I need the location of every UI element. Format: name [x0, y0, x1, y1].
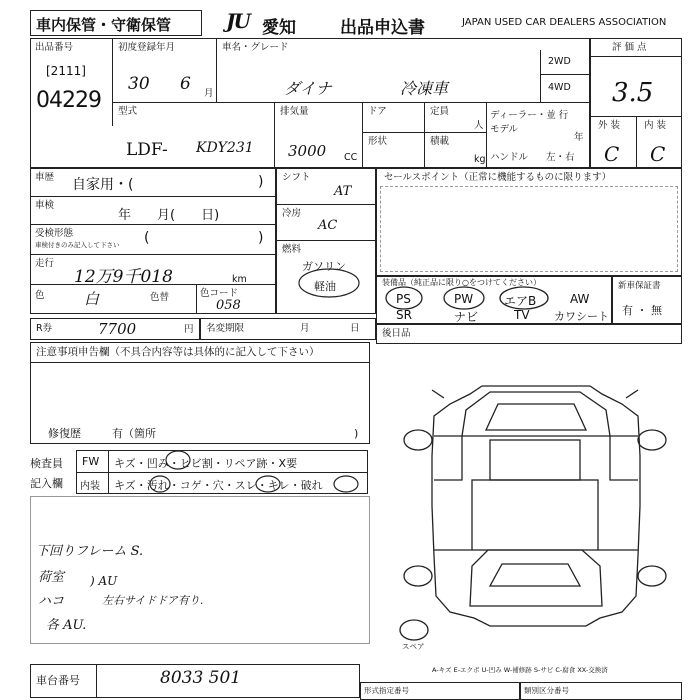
displacement-unit: CC	[344, 152, 358, 163]
interior-grade: C	[650, 142, 666, 166]
rating-score: 3.5	[612, 78, 654, 108]
warranty-opts: 有 ・ 無	[622, 304, 662, 317]
load-unit: kg	[474, 154, 486, 165]
name-change-label: 名変期限	[206, 323, 245, 334]
branch-name: 愛知	[262, 18, 296, 38]
mileage-value: 12万9千018	[74, 267, 173, 287]
ac-value: AC	[318, 218, 338, 233]
form-open: (	[144, 230, 150, 246]
car-diagram	[390, 376, 680, 656]
inspection-label: 車検	[35, 200, 55, 211]
vehicle-grade: 冷凍車	[400, 79, 449, 98]
association-name: JAPAN USED CAR DEALERS ASSOCIATION	[462, 17, 667, 28]
equipment-airbag: エアB	[504, 294, 537, 308]
load-label: 積載	[430, 136, 450, 147]
exterior-grade: C	[604, 142, 620, 166]
note-line-6: 各 AU.	[46, 618, 87, 633]
exterior-label: 外 装	[598, 120, 621, 131]
name-change-day: 日	[350, 323, 360, 334]
notes-label: 注意事項申告欄（不具合内容等は具体的に記入して下さい）	[36, 346, 320, 358]
vehicle-name-label: 車名・グレード	[222, 42, 289, 53]
model-year-unit: 年	[574, 132, 584, 143]
later-date-label: 後日品	[382, 328, 411, 339]
steering-opts: 左・右	[546, 152, 575, 163]
r-ken-value: 7700	[98, 320, 137, 338]
door-label: ドア	[368, 106, 387, 117]
sales-point-area	[380, 186, 678, 272]
drive-2wd: 2WD	[548, 56, 571, 67]
r-ken-label: R券	[36, 323, 53, 334]
registration-month-unit: 月	[204, 88, 214, 99]
equipment-navi: ナビ	[454, 310, 479, 324]
equipment-aw: AW	[570, 292, 590, 306]
history-value: 自家用・(	[72, 177, 134, 193]
drive-4wd: 4WD	[548, 82, 571, 93]
mileage-unit: km	[232, 274, 247, 285]
chassis-label: 車台番号	[36, 674, 80, 687]
registration-label: 初度登録年月	[118, 42, 176, 53]
chassis-number: 8033 501	[160, 668, 242, 688]
model-year-label: モデル	[490, 124, 519, 135]
inspector-int: 内装	[80, 481, 100, 492]
fuel-option-gasoline: ガソリン	[302, 260, 346, 273]
sales-point-label: セールスポイント（正常に機能するものに限ります）	[384, 172, 612, 183]
storage-label: 車内保管・守衛保管	[36, 16, 172, 34]
inspector-marks	[108, 448, 368, 496]
equipment-pw: PW	[454, 292, 474, 306]
inspector-int-items: キズ・汚れ・コゲ・穴・スレ・キレ・破れ	[114, 479, 323, 492]
equipment-sr: SR	[396, 308, 412, 322]
class-number-label: 類別区分番号	[524, 686, 569, 695]
model-label: 型式	[118, 106, 138, 117]
fuel-option-diesel: 軽油	[314, 280, 336, 293]
fuel-circle	[294, 266, 364, 300]
equipment-ps: PS	[396, 292, 411, 306]
note-line-5: 左右サイドドア有り.	[102, 594, 204, 607]
note-line-2: 荷室	[38, 570, 65, 585]
spare-label: スペア	[402, 642, 425, 651]
equipment-tv: TV	[514, 308, 530, 322]
mileage-label: 走行	[35, 258, 55, 269]
ac-label: 冷房	[282, 208, 302, 219]
displacement-value: 3000	[288, 142, 327, 160]
steering-label: ハンドル	[490, 152, 529, 163]
name-change-month: 月	[300, 323, 310, 334]
model-code: KDY231	[196, 140, 254, 156]
history-label: 車歴	[35, 172, 55, 183]
note-line-3: ハコ	[38, 594, 65, 609]
rating-label: 評 価 点	[612, 42, 647, 53]
inspector-fw: FW	[82, 455, 100, 468]
dealer-label: ディーラー・並 行	[490, 110, 569, 121]
registration-month: 6	[180, 74, 191, 94]
color-label: 色	[35, 290, 45, 301]
color-code-label: 色コード	[200, 288, 239, 299]
shape-label: 形状	[368, 136, 388, 147]
form-label: 受検形態	[35, 228, 74, 239]
note-line-1: 下回りフレーム S.	[36, 544, 144, 559]
ju-logo: JU	[226, 9, 249, 33]
repair-label: 修復歴	[48, 427, 81, 440]
capacity-unit: 人	[474, 120, 484, 131]
shift-label: シフト	[282, 172, 311, 183]
lot-label: 出品番号	[35, 42, 74, 53]
type-number-label: 形式指定番号	[364, 686, 409, 695]
inspection-value: 年 月( 日)	[118, 208, 220, 223]
equipment-label: 装備品（純正品に限り○をつけてください）	[382, 278, 541, 287]
inspector-note-label: 記入欄	[30, 477, 63, 490]
damage-legend: A-キズ E-エクボ U-凹み W-補修跡 S-サビ C-腐食 XX-交換済	[432, 666, 608, 674]
vehicle-name: ダイナ	[284, 79, 332, 98]
r-ken-yen: 円	[184, 324, 194, 335]
inspector-label: 検査員	[30, 457, 63, 470]
inspector-fw-items: キズ・凹み・ヒビ割・リペア跡・X要	[114, 457, 298, 470]
color-change-label: 色替	[150, 292, 170, 303]
fuel-label: 燃料	[282, 244, 302, 255]
note-line-4: ) AU	[90, 574, 118, 588]
capacity-label: 定員	[430, 106, 450, 117]
model-prefix: LDF-	[126, 140, 168, 160]
repair-value: 有（箇所	[112, 427, 156, 440]
repair-close: )	[354, 427, 359, 440]
later-date-frame	[376, 324, 682, 344]
shift-value: AT	[334, 184, 352, 199]
interior-label: 内 装	[644, 120, 667, 131]
displacement-label: 排気量	[280, 106, 309, 117]
lot-number: 04229	[36, 88, 101, 113]
form-note: 車検付きのみ記入して下さい	[35, 241, 120, 249]
registration-year: 30	[128, 74, 150, 94]
form-close: )	[258, 230, 264, 246]
warranty-label: 新車保証書	[618, 281, 661, 291]
lot-code: [2111]	[46, 64, 86, 78]
history-close: )	[258, 174, 264, 190]
equipment-leather: カワシート	[554, 310, 609, 323]
color-code-value: 058	[216, 298, 241, 313]
color-value: 白	[84, 290, 100, 308]
form-title: 出品申込書	[340, 18, 425, 38]
equipment-circles	[376, 282, 612, 312]
